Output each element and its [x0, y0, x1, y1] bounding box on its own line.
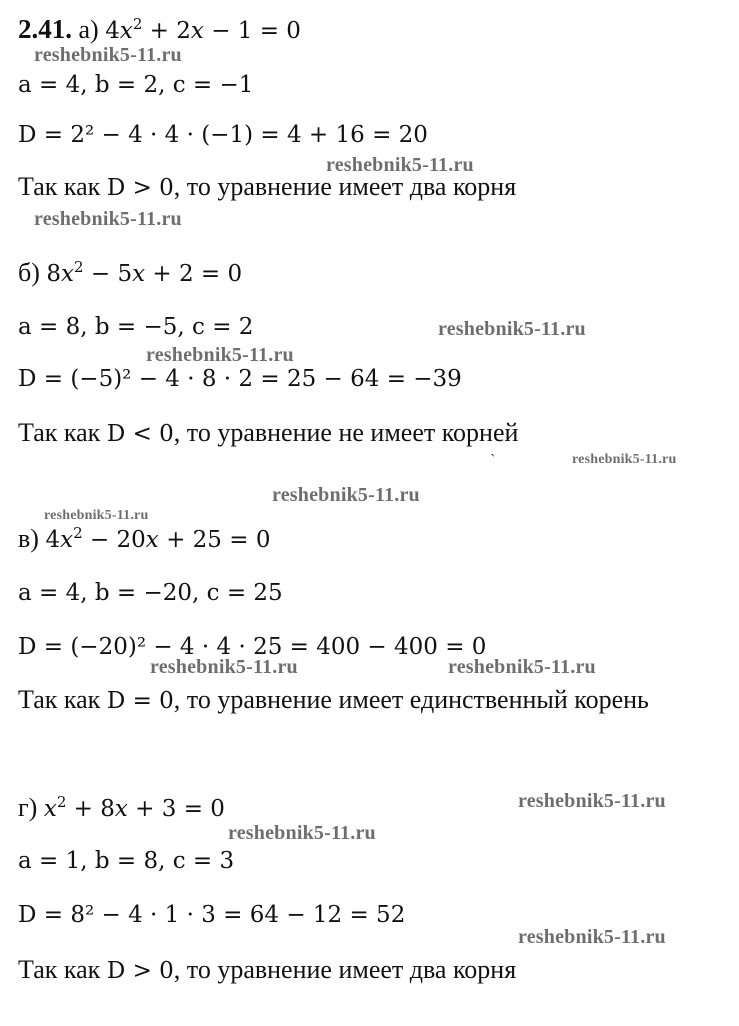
part-a-discriminant: D = 2² − 4 · 4 · (−1) = 4 + 16 = 20 [18, 122, 428, 148]
part-d-conclusion: Так как D > 0, то уравнение имеет два корня [18, 955, 517, 984]
part-b-conclusion: Так как D < 0, то уравнение не имеет корней [18, 418, 519, 447]
part-b-header [18, 258, 242, 289]
watermark: reshebnik5-11.ru [448, 656, 596, 678]
watermark: reshebnik5-11.ru [146, 344, 294, 366]
speck-mark: ˋ [490, 452, 496, 469]
watermark: reshebnik5-11.ru [518, 790, 666, 812]
watermark: reshebnik5-11.ru [34, 44, 182, 66]
watermark: reshebnik5-11.ru [150, 656, 298, 678]
part-d-coefficients: a = 1, b = 8, c = 3 [18, 848, 235, 874]
part-c-coefficients: a = 4, b = −20, c = 25 [18, 580, 283, 606]
part-d-discriminant: D = 8² − 4 · 1 · 3 = 64 − 12 = 52 [18, 902, 406, 928]
part-b-discriminant: D = (−5)² − 4 · 8 · 2 = 25 − 64 = −39 [18, 366, 462, 392]
part-d-label: г) [18, 793, 38, 822]
part-a-label: а) [78, 15, 99, 44]
part-a-header [18, 14, 301, 46]
part-b-equation: $8x^2 - 5x + 2 = 0$ [46, 258, 243, 287]
part-a-coefficients: a = 4, b = 2, c = −1 [18, 72, 254, 98]
part-d-equation: $x^2 + 8x + 3 = 0$ [43, 793, 225, 822]
watermark: reshebnik5-11.ru [228, 822, 376, 844]
part-c-header [18, 524, 270, 555]
watermark: reshebnik5-11.ru [438, 318, 586, 340]
watermark: reshebnik5-11.ru [34, 208, 182, 230]
watermark: reshebnik5-11.ru [272, 484, 420, 506]
watermark: reshebnik5-11.ru [572, 452, 677, 467]
part-c-label: в) [18, 524, 39, 553]
watermark: reshebnik5-11.ru [44, 508, 149, 523]
part-c-equation: $4x^2 - 20x + 25 = 0$ [45, 524, 271, 553]
part-c-discriminant: D = (−20)² − 4 · 4 · 25 = 400 − 400 = 0 [18, 634, 487, 660]
watermark: reshebnik5-11.ru [518, 926, 666, 948]
part-c-conclusion: Так как D = 0, то уравнение имеет единственный корень [18, 685, 649, 714]
part-b-label: б) [18, 258, 40, 287]
problem-number: 2.41. [18, 14, 72, 44]
part-a-conclusion: Так как D > 0, то уравнение имеет два корня [18, 172, 517, 201]
watermark: reshebnik5-11.ru [326, 154, 474, 176]
part-a-equation: $4x^2 + 2x - 1 = 0$ [105, 15, 301, 44]
part-b-coefficients: a = 8, b = −5, c = 2 [18, 314, 254, 340]
part-d-header [18, 793, 225, 824]
